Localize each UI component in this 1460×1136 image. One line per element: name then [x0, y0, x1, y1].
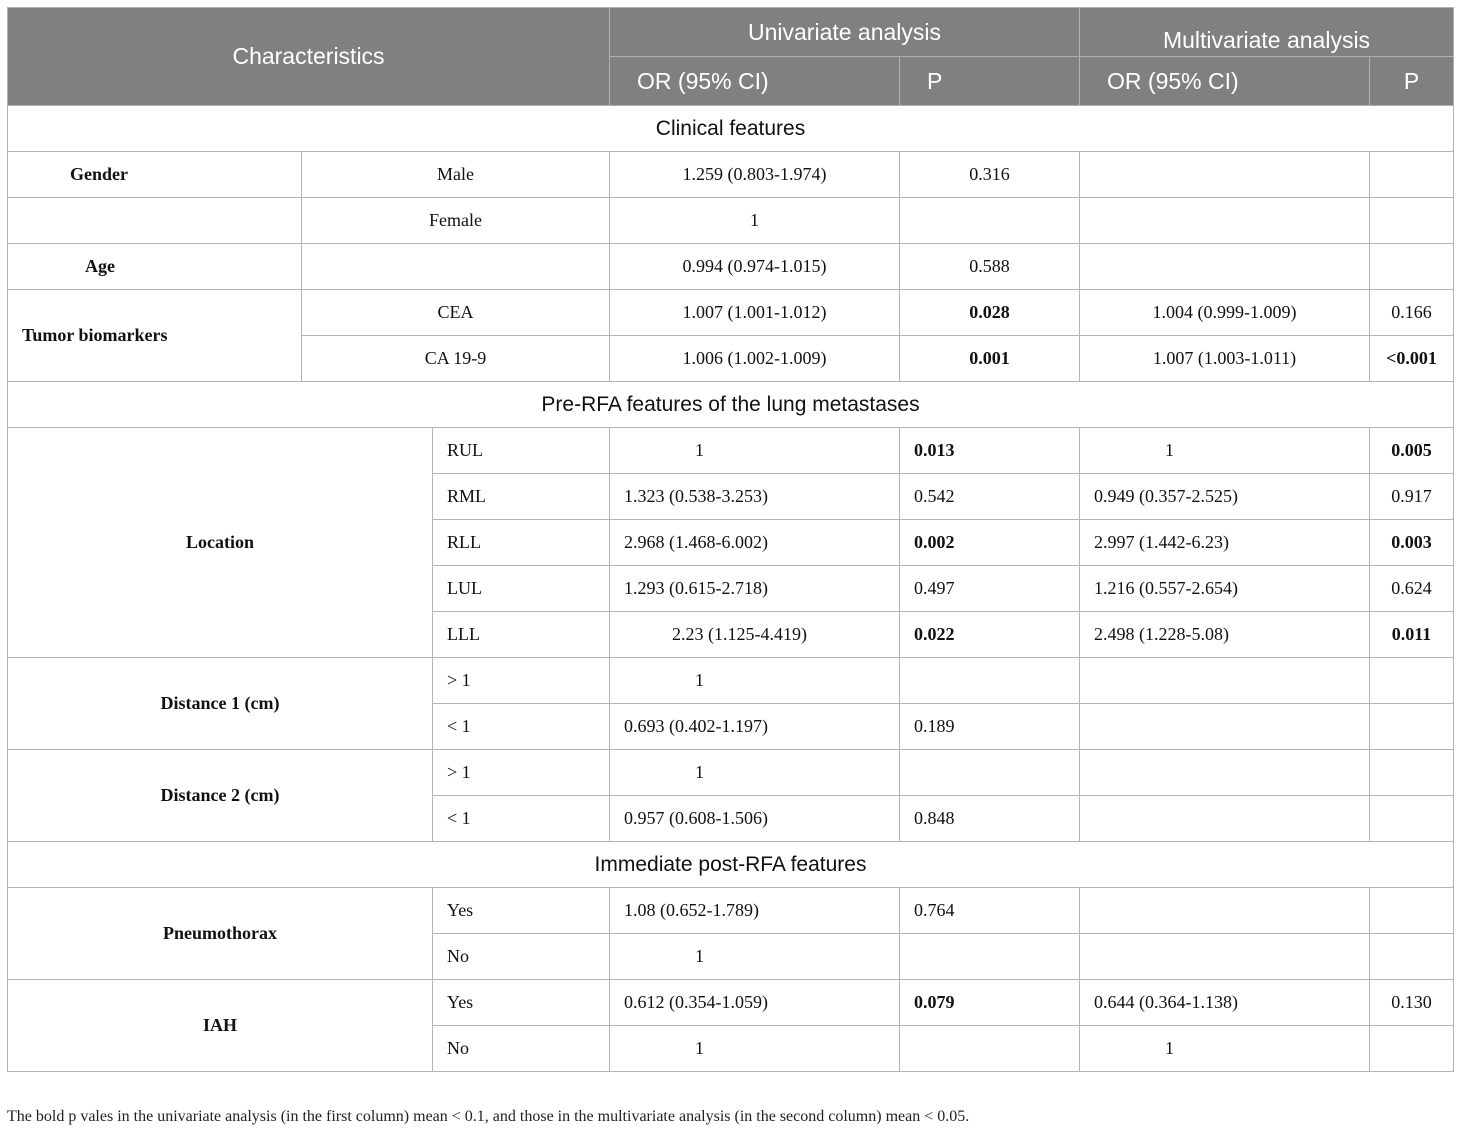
lll-label: LLL	[433, 612, 610, 658]
male-multi-or	[1080, 152, 1370, 198]
pneu-yes-uni-or: 1.08 (0.652-1.789)	[610, 888, 900, 934]
rml-multi-or: 0.949 (0.357-2.525)	[1080, 474, 1370, 520]
or-results-table	[7, 7, 1454, 1072]
table-row	[8, 244, 1454, 290]
lll-uni-or: 2.23 (1.125-4.419)	[610, 612, 900, 658]
iah-yes-uni-p: 0.079	[900, 980, 1080, 1026]
male-label: Male	[302, 152, 610, 198]
d1-lt-multi-p	[1370, 704, 1454, 750]
d1-lt-uni-or: 0.693 (0.402-1.197)	[610, 704, 900, 750]
male-uni-or: 1.259 (0.803-1.974)	[610, 152, 900, 198]
d2-gt-multi-p	[1370, 750, 1454, 796]
tumor-label: Tumor biomarkers	[8, 290, 302, 382]
d2-gt-label: > 1	[433, 750, 610, 796]
age-uni-p: 0.588	[900, 244, 1080, 290]
age-sub	[302, 244, 610, 290]
header-multivariate: Multivariate analysis	[1080, 8, 1454, 57]
lll-multi-or: 2.498 (1.228-5.08)	[1080, 612, 1370, 658]
table-row	[8, 152, 1454, 198]
section-post-rfa: Immediate post-RFA features	[8, 842, 1454, 888]
lul-uni-p: 0.497	[900, 566, 1080, 612]
d1-gt-multi-p	[1370, 658, 1454, 704]
rll-uni-or: 2.968 (1.468-6.002)	[610, 520, 900, 566]
rll-label: RLL	[433, 520, 610, 566]
d2-lt-multi-or	[1080, 796, 1370, 842]
rml-uni-p: 0.542	[900, 474, 1080, 520]
lul-label: LUL	[433, 566, 610, 612]
pneu-no-label: No	[433, 934, 610, 980]
lll-multi-p: 0.011	[1370, 612, 1454, 658]
pneu-no-uni-p	[900, 934, 1080, 980]
ca199-uni-or: 1.006 (1.002-1.009)	[610, 336, 900, 382]
header-characteristics: Characteristics	[8, 8, 610, 106]
lll-uni-p: 0.022	[900, 612, 1080, 658]
rul-multi-or: 1	[1080, 428, 1370, 474]
iah-yes-multi-or: 0.644 (0.364-1.138)	[1080, 980, 1370, 1026]
table-row	[8, 980, 1454, 1026]
pneu-yes-multi-p	[1370, 888, 1454, 934]
d2-lt-uni-p: 0.848	[900, 796, 1080, 842]
female-label: Female	[302, 198, 610, 244]
rul-uni-p: 0.013	[900, 428, 1080, 474]
header-uni-p: P	[900, 57, 1080, 106]
pneu-yes-label: Yes	[433, 888, 610, 934]
section-clinical: Clinical features	[8, 106, 1454, 152]
pneu-no-multi-p	[1370, 934, 1454, 980]
table-row	[8, 428, 1454, 474]
cea-multi-p: 0.166	[1370, 290, 1454, 336]
lul-uni-or: 1.293 (0.615-2.718)	[610, 566, 900, 612]
d1-gt-label: > 1	[433, 658, 610, 704]
female-uni-p	[900, 198, 1080, 244]
header-multi-or: OR (95% CI)	[1080, 57, 1370, 106]
gender-label: Gender	[8, 152, 302, 198]
table-footnote: The bold p vales in the univariate analysis (in the first column) mean < 0.1, and those in the multivariate analysis (in the second column) mean < 0.05.	[7, 1108, 970, 1125]
iah-yes-uni-or: 0.612 (0.354-1.059)	[610, 980, 900, 1026]
ca199-multi-p: <0.001	[1370, 336, 1454, 382]
d1-gt-uni-or: 1	[610, 658, 900, 704]
iah-no-uni-p	[900, 1026, 1080, 1072]
age-uni-or: 0.994 (0.974-1.015)	[610, 244, 900, 290]
lul-multi-p: 0.624	[1370, 566, 1454, 612]
male-uni-p: 0.316	[900, 152, 1080, 198]
header-multi-p: P	[1370, 57, 1454, 106]
cea-multi-or: 1.004 (0.999-1.009)	[1080, 290, 1370, 336]
age-multi-or	[1080, 244, 1370, 290]
rml-label: RML	[433, 474, 610, 520]
section-row	[8, 382, 1454, 428]
d1-lt-multi-or	[1080, 704, 1370, 750]
iah-yes-label: Yes	[433, 980, 610, 1026]
iah-yes-multi-p: 0.130	[1370, 980, 1454, 1026]
female-multi-or	[1080, 198, 1370, 244]
distance2-label: Distance 2 (cm)	[8, 750, 433, 842]
ca199-uni-p: 0.001	[900, 336, 1080, 382]
section-row	[8, 106, 1454, 152]
location-label: Location	[8, 428, 433, 658]
pneu-no-multi-or	[1080, 934, 1370, 980]
rll-multi-or: 2.997 (1.442-6.23)	[1080, 520, 1370, 566]
rml-multi-p: 0.917	[1370, 474, 1454, 520]
d2-lt-multi-p	[1370, 796, 1454, 842]
rul-multi-p: 0.005	[1370, 428, 1454, 474]
female-uni-or: 1	[610, 198, 900, 244]
table-row	[8, 198, 1454, 244]
d1-gt-multi-or	[1080, 658, 1370, 704]
cea-uni-or: 1.007 (1.001-1.012)	[610, 290, 900, 336]
table-row	[8, 658, 1454, 704]
table-row	[8, 888, 1454, 934]
rul-label: RUL	[433, 428, 610, 474]
section-row	[8, 842, 1454, 888]
d2-gt-uni-or: 1	[610, 750, 900, 796]
rul-uni-or: 1	[610, 428, 900, 474]
pneu-yes-uni-p: 0.764	[900, 888, 1080, 934]
iah-label: IAH	[8, 980, 433, 1072]
iah-no-multi-or: 1	[1080, 1026, 1370, 1072]
rll-multi-p: 0.003	[1370, 520, 1454, 566]
header-uni-or: OR (95% CI)	[610, 57, 900, 106]
d2-lt-label: < 1	[433, 796, 610, 842]
d1-lt-label: < 1	[433, 704, 610, 750]
d1-lt-uni-p: 0.189	[900, 704, 1080, 750]
distance1-label: Distance 1 (cm)	[8, 658, 433, 750]
table-row	[8, 750, 1454, 796]
section-pre-rfa: Pre-RFA features of the lung metastases	[8, 382, 1454, 428]
empty-cell	[8, 198, 302, 244]
iah-no-label: No	[433, 1026, 610, 1072]
age-multi-p	[1370, 244, 1454, 290]
d2-gt-uni-p	[900, 750, 1080, 796]
rll-uni-p: 0.002	[900, 520, 1080, 566]
female-multi-p	[1370, 198, 1454, 244]
cea-label: CEA	[302, 290, 610, 336]
iah-no-uni-or: 1	[610, 1026, 900, 1072]
table-row	[8, 290, 1454, 336]
pneu-no-uni-or: 1	[610, 934, 900, 980]
pneumothorax-label: Pneumothorax	[8, 888, 433, 980]
age-label: Age	[8, 244, 302, 290]
male-multi-p	[1370, 152, 1454, 198]
ca199-multi-or: 1.007 (1.003-1.011)	[1080, 336, 1370, 382]
d2-gt-multi-or	[1080, 750, 1370, 796]
d2-lt-uni-or: 0.957 (0.608-1.506)	[610, 796, 900, 842]
header-univariate: Univariate analysis	[610, 8, 1080, 57]
cea-uni-p: 0.028	[900, 290, 1080, 336]
lul-multi-or: 1.216 (0.557-2.654)	[1080, 566, 1370, 612]
iah-no-multi-p	[1370, 1026, 1454, 1072]
ca199-label: CA 19-9	[302, 336, 610, 382]
rml-uni-or: 1.323 (0.538-3.253)	[610, 474, 900, 520]
d1-gt-uni-p	[900, 658, 1080, 704]
pneu-yes-multi-or	[1080, 888, 1370, 934]
